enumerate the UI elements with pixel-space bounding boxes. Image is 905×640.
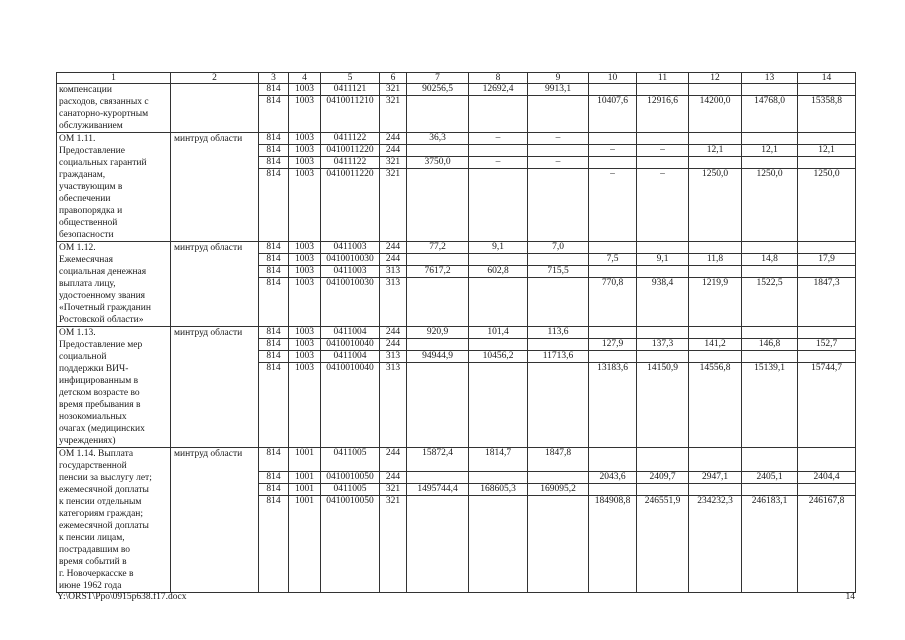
cell-col-4: 1003 (289, 133, 321, 145)
cell-col-3: 814 (259, 96, 289, 133)
description-line: государственной (59, 461, 127, 471)
cell-col-6: 244 (380, 472, 407, 484)
description-line: «Почетный гражданин (59, 303, 151, 313)
cell-col-9: 9913,1 (528, 84, 589, 96)
cell-col-11 (637, 133, 689, 145)
cell-col-3: 814 (259, 169, 289, 242)
cell-col-9: 113,6 (528, 327, 589, 339)
cell-col-10 (589, 242, 637, 254)
cell-col-7: 77,2 (407, 242, 469, 254)
cell-col-4: 1003 (289, 254, 321, 266)
cell-col-9: 169095,2 (528, 484, 589, 496)
footer-file-path: Y:\ORST\Ppo\0915p638.f17.docx (57, 592, 187, 602)
cell-col-10: 7,5 (589, 254, 637, 266)
description-line: ОМ 1.12. (59, 243, 96, 253)
description-line: обслуживанием (59, 121, 123, 131)
cell-col-10 (589, 327, 637, 339)
cell-col-3: 814 (259, 351, 289, 363)
responsible-executor (171, 84, 259, 133)
cell-col-8 (469, 339, 528, 351)
cell-col-14: 246167,8 (798, 496, 856, 593)
cell-col-5: 0411005 (321, 484, 380, 496)
cell-col-14 (798, 84, 856, 96)
cell-col-13: 14768,0 (742, 96, 798, 133)
cell-col-4: 1003 (289, 84, 321, 96)
cell-col-4: 1001 (289, 496, 321, 593)
cell-col-6: 244 (380, 327, 407, 339)
cell-col-4: 1003 (289, 327, 321, 339)
cell-col-3: 814 (259, 133, 289, 145)
cell-col-8 (469, 254, 528, 266)
cell-col-5: 0411122 (321, 133, 380, 145)
description-line: к пенсии лицам, (59, 533, 125, 543)
cell-col-4: 1003 (289, 157, 321, 169)
cell-col-5: 0410011220 (321, 169, 380, 242)
cell-col-12: 11,8 (689, 254, 742, 266)
cell-col-12 (689, 84, 742, 96)
cell-col-5: 0411122 (321, 157, 380, 169)
cell-col-8: 168605,3 (469, 484, 528, 496)
cell-col-6: 321 (380, 84, 407, 96)
cell-col-14: 1250,0 (798, 169, 856, 242)
description-line: расходов, связанных с (59, 97, 149, 107)
cell-col-5: 0410010050 (321, 496, 380, 593)
measure-description (57, 242, 171, 327)
cell-col-3: 814 (259, 266, 289, 278)
cell-col-9 (528, 145, 589, 157)
cell-col-9 (528, 496, 589, 593)
cell-col-10 (589, 84, 637, 96)
cell-col-14 (798, 133, 856, 145)
cell-col-5: 0410010050 (321, 472, 380, 484)
cell-col-6: 244 (380, 448, 407, 472)
cell-col-7 (407, 145, 469, 157)
cell-col-5: 0410010030 (321, 254, 380, 266)
cell-col-11: 12916,6 (637, 96, 689, 133)
description-line: социальная денежная (59, 267, 147, 277)
table-row (57, 133, 856, 145)
cell-col-9 (528, 339, 589, 351)
responsible-executor: минтруд области (171, 448, 259, 593)
cell-col-12: 141,2 (689, 339, 742, 351)
measure-description (57, 327, 171, 448)
cell-col-13: 246183,1 (742, 496, 798, 593)
cell-col-3: 814 (259, 242, 289, 254)
cell-col-11 (637, 484, 689, 496)
cell-col-12 (689, 157, 742, 169)
cell-col-9 (528, 96, 589, 133)
cell-col-3: 814 (259, 448, 289, 472)
cell-col-12: 234232,3 (689, 496, 742, 593)
cell-col-4: 1003 (289, 351, 321, 363)
column-number-header: 9 (528, 73, 589, 84)
cell-col-6: 244 (380, 242, 407, 254)
cell-col-13 (742, 242, 798, 254)
cell-col-5: 0411003 (321, 266, 380, 278)
cell-col-3: 814 (259, 157, 289, 169)
cell-col-9 (528, 363, 589, 448)
cell-col-7: 90256,5 (407, 84, 469, 96)
cell-col-5: 0410011210 (321, 96, 380, 133)
cell-col-7: 36,3 (407, 133, 469, 145)
cell-col-7: 1495744,4 (407, 484, 469, 496)
measure-description (57, 448, 171, 593)
description-line: Предоставление (59, 146, 125, 156)
cell-col-9: 1847,8 (528, 448, 589, 472)
cell-col-10 (589, 448, 637, 472)
description-line: детском возрасте во (59, 388, 140, 398)
cell-col-11 (637, 351, 689, 363)
cell-col-8 (469, 278, 528, 327)
cell-col-14 (798, 484, 856, 496)
table-row (57, 242, 856, 254)
cell-col-13: 2405,1 (742, 472, 798, 484)
cell-col-14 (798, 448, 856, 472)
cell-col-5: 0411121 (321, 84, 380, 96)
column-number-header: 6 (380, 73, 407, 84)
cell-col-11: 14150,9 (637, 363, 689, 448)
description-line: санаторно-курортным (59, 109, 149, 119)
cell-col-7 (407, 363, 469, 448)
cell-col-3: 814 (259, 339, 289, 351)
cell-col-6: 244 (380, 145, 407, 157)
cell-col-3: 814 (259, 484, 289, 496)
responsible-executor: минтруд области (171, 242, 259, 327)
cell-col-5: 0410011220 (321, 145, 380, 157)
cell-col-3: 814 (259, 84, 289, 96)
cell-col-7 (407, 496, 469, 593)
cell-col-5: 0411005 (321, 448, 380, 472)
cell-col-7 (407, 254, 469, 266)
cell-col-4: 1003 (289, 363, 321, 448)
cell-col-13 (742, 157, 798, 169)
cell-col-14 (798, 157, 856, 169)
description-line: нозокомиальных (59, 412, 127, 422)
column-number-header: 14 (798, 73, 856, 84)
page-number: 14 (845, 592, 855, 602)
description-line: пострадавшим во (59, 545, 131, 555)
responsible-executor: минтруд области (171, 327, 259, 448)
description-line: выплата лицу, (59, 279, 116, 289)
cell-col-3: 814 (259, 472, 289, 484)
cell-col-12: 14200,0 (689, 96, 742, 133)
cell-col-9: – (528, 133, 589, 145)
table-row (57, 327, 856, 339)
description-line: ОМ 1.14. Выплата (59, 449, 134, 459)
cell-col-11: 246551,9 (637, 496, 689, 593)
cell-col-13: 15139,1 (742, 363, 798, 448)
cell-col-10: – (589, 145, 637, 157)
description-line: время событий в (59, 557, 127, 567)
cell-col-9 (528, 472, 589, 484)
cell-col-8: 101,4 (469, 327, 528, 339)
cell-col-7 (407, 472, 469, 484)
description-line: ежемесячной доплаты (59, 485, 149, 495)
cell-col-6: 313 (380, 363, 407, 448)
cell-col-4: 1003 (289, 96, 321, 133)
cell-col-14: 12,1 (798, 145, 856, 157)
cell-col-14: 2404,4 (798, 472, 856, 484)
cell-col-7: 7617,2 (407, 266, 469, 278)
description-line: гражданам, (59, 170, 106, 180)
cell-col-5: 0411004 (321, 351, 380, 363)
cell-col-11 (637, 448, 689, 472)
cell-col-14 (798, 351, 856, 363)
cell-col-4: 1003 (289, 169, 321, 242)
cell-col-8: – (469, 157, 528, 169)
cell-col-3: 814 (259, 363, 289, 448)
cell-col-11 (637, 266, 689, 278)
cell-col-6: 313 (380, 351, 407, 363)
cell-col-6: 313 (380, 266, 407, 278)
cell-col-6: 244 (380, 254, 407, 266)
cell-col-8: 9,1 (469, 242, 528, 254)
cell-col-9: 11713,6 (528, 351, 589, 363)
description-line: г. Новочеркасске в (59, 569, 134, 579)
cell-col-9 (528, 278, 589, 327)
column-number-header: 2 (171, 73, 259, 84)
description-line: безопасности (59, 230, 114, 240)
description-line: к пенсии отдельным (59, 497, 142, 507)
cell-col-8 (469, 472, 528, 484)
description-line: пенсии за выслугу лет; (59, 473, 152, 483)
cell-col-12: 1219,9 (689, 278, 742, 327)
cell-col-8 (469, 496, 528, 593)
cell-col-9: 7,0 (528, 242, 589, 254)
cell-col-5: 0410010040 (321, 363, 380, 448)
budget-table (56, 72, 856, 593)
cell-col-4: 1001 (289, 448, 321, 472)
cell-col-10: 127,9 (589, 339, 637, 351)
cell-col-4: 1003 (289, 242, 321, 254)
cell-col-12: 12,1 (689, 145, 742, 157)
cell-col-5: 0411004 (321, 327, 380, 339)
cell-col-7: 15872,4 (407, 448, 469, 472)
cell-col-12 (689, 133, 742, 145)
column-number-header: 13 (742, 73, 798, 84)
cell-col-14: 15744,7 (798, 363, 856, 448)
cell-col-4: 1003 (289, 145, 321, 157)
description-line: Предоставление мер (59, 340, 143, 350)
cell-col-8: – (469, 133, 528, 145)
column-number-header: 12 (689, 73, 742, 84)
cell-col-12 (689, 351, 742, 363)
description-line: Ростовской области» (59, 315, 144, 325)
description-line: общественной (59, 218, 118, 228)
cell-col-3: 814 (259, 327, 289, 339)
column-number-header: 11 (637, 73, 689, 84)
cell-col-7 (407, 339, 469, 351)
cell-col-6: 244 (380, 339, 407, 351)
description-line: компенсации (59, 85, 112, 95)
cell-col-10 (589, 133, 637, 145)
cell-col-3: 814 (259, 254, 289, 266)
cell-col-10 (589, 266, 637, 278)
table-row (57, 448, 856, 472)
cell-col-4: 1001 (289, 484, 321, 496)
cell-col-5: 0410010030 (321, 278, 380, 327)
description-line: категориям граждан; (59, 509, 144, 519)
cell-col-6: 321 (380, 169, 407, 242)
cell-col-7: 3750,0 (407, 157, 469, 169)
cell-col-13: 12,1 (742, 145, 798, 157)
cell-col-11: – (637, 169, 689, 242)
cell-col-10: – (589, 169, 637, 242)
column-number-header: 5 (321, 73, 380, 84)
cell-col-13: 1250,0 (742, 169, 798, 242)
cell-col-3: 814 (259, 145, 289, 157)
cell-col-13 (742, 327, 798, 339)
responsible-executor: минтруд области (171, 133, 259, 242)
cell-col-9 (528, 254, 589, 266)
cell-col-11: 137,3 (637, 339, 689, 351)
cell-col-14: 1847,3 (798, 278, 856, 327)
cell-col-13 (742, 484, 798, 496)
cell-col-10 (589, 484, 637, 496)
description-line: очагах (медицинских (59, 424, 145, 434)
cell-col-7: 94944,9 (407, 351, 469, 363)
cell-col-3: 814 (259, 496, 289, 593)
cell-col-11 (637, 327, 689, 339)
cell-col-12: 1250,0 (689, 169, 742, 242)
cell-col-6: 321 (380, 157, 407, 169)
cell-col-8: 10456,2 (469, 351, 528, 363)
cell-col-4: 1003 (289, 266, 321, 278)
cell-col-10 (589, 157, 637, 169)
column-number-header: 3 (259, 73, 289, 84)
cell-col-14: 152,7 (798, 339, 856, 351)
description-line: июне 1962 года (59, 581, 122, 591)
cell-col-8 (469, 145, 528, 157)
cell-col-7: 920,9 (407, 327, 469, 339)
cell-col-9 (528, 169, 589, 242)
cell-col-8: 602,8 (469, 266, 528, 278)
cell-col-8 (469, 363, 528, 448)
description-line: удостоенному звания (59, 291, 146, 301)
cell-col-8 (469, 169, 528, 242)
cell-col-12 (689, 266, 742, 278)
column-number-row (57, 73, 856, 84)
cell-col-13: 14,8 (742, 254, 798, 266)
cell-col-5: 0411003 (321, 242, 380, 254)
cell-col-12 (689, 242, 742, 254)
cell-col-8: 1814,7 (469, 448, 528, 472)
cell-col-11: – (637, 145, 689, 157)
cell-col-13 (742, 133, 798, 145)
cell-col-4: 1001 (289, 472, 321, 484)
table-row (57, 84, 856, 96)
description-line: учреждениях) (59, 436, 116, 446)
cell-col-8: 12692,4 (469, 84, 528, 96)
cell-col-10: 770,8 (589, 278, 637, 327)
description-line: инфицированным в (59, 376, 139, 386)
cell-col-3: 814 (259, 278, 289, 327)
cell-col-4: 1003 (289, 339, 321, 351)
cell-col-12 (689, 327, 742, 339)
cell-col-12: 14556,8 (689, 363, 742, 448)
cell-col-6: 244 (380, 133, 407, 145)
cell-col-11 (637, 242, 689, 254)
cell-col-10: 10407,6 (589, 96, 637, 133)
column-number-header: 8 (469, 73, 528, 84)
cell-col-10: 2043,6 (589, 472, 637, 484)
cell-col-13 (742, 84, 798, 96)
cell-col-4: 1003 (289, 278, 321, 327)
cell-col-14 (798, 266, 856, 278)
cell-col-13: 1522,5 (742, 278, 798, 327)
description-line: ежемесячной доплаты (59, 521, 149, 531)
cell-col-9: – (528, 157, 589, 169)
cell-col-12: 2947,1 (689, 472, 742, 484)
description-line: правопорядка и (59, 206, 123, 216)
description-line: поддержки ВИЧ- (59, 364, 129, 374)
cell-col-11: 9,1 (637, 254, 689, 266)
cell-col-14 (798, 242, 856, 254)
cell-col-7 (407, 169, 469, 242)
description-line: социальных гарантий (59, 158, 147, 168)
cell-col-11 (637, 84, 689, 96)
cell-col-12 (689, 484, 742, 496)
cell-col-13 (742, 448, 798, 472)
cell-col-14: 15358,8 (798, 96, 856, 133)
cell-col-7 (407, 96, 469, 133)
cell-col-10 (589, 351, 637, 363)
column-number-header: 4 (289, 73, 321, 84)
description-line: время пребывания в (59, 400, 141, 410)
cell-col-12 (689, 448, 742, 472)
description-line: социальной (59, 352, 107, 362)
cell-col-11: 938,4 (637, 278, 689, 327)
cell-col-11: 2409,7 (637, 472, 689, 484)
cell-col-14 (798, 327, 856, 339)
description-line: Ежемесячная (59, 255, 113, 265)
cell-col-13 (742, 351, 798, 363)
cell-col-6: 321 (380, 484, 407, 496)
cell-col-8 (469, 96, 528, 133)
cell-col-6: 321 (380, 96, 407, 133)
cell-col-5: 0410010040 (321, 339, 380, 351)
cell-col-6: 313 (380, 278, 407, 327)
measure-description (57, 133, 171, 242)
cell-col-13: 146,8 (742, 339, 798, 351)
column-number-header: 1 (57, 73, 171, 84)
cell-col-11 (637, 157, 689, 169)
cell-col-14: 17,9 (798, 254, 856, 266)
description-line: участвующим в (59, 182, 123, 192)
cell-col-13 (742, 266, 798, 278)
description-line: обеспечении (59, 194, 111, 204)
cell-col-7 (407, 278, 469, 327)
cell-col-10: 184908,8 (589, 496, 637, 593)
column-number-header: 10 (589, 73, 637, 84)
description-line: ОМ 1.11. (59, 134, 96, 144)
measure-description (57, 84, 171, 133)
cell-col-10: 13183,6 (589, 363, 637, 448)
cell-col-6: 321 (380, 496, 407, 593)
column-number-header: 7 (407, 73, 469, 84)
cell-col-9: 715,5 (528, 266, 589, 278)
description-line: ОМ 1.13. (59, 328, 96, 338)
